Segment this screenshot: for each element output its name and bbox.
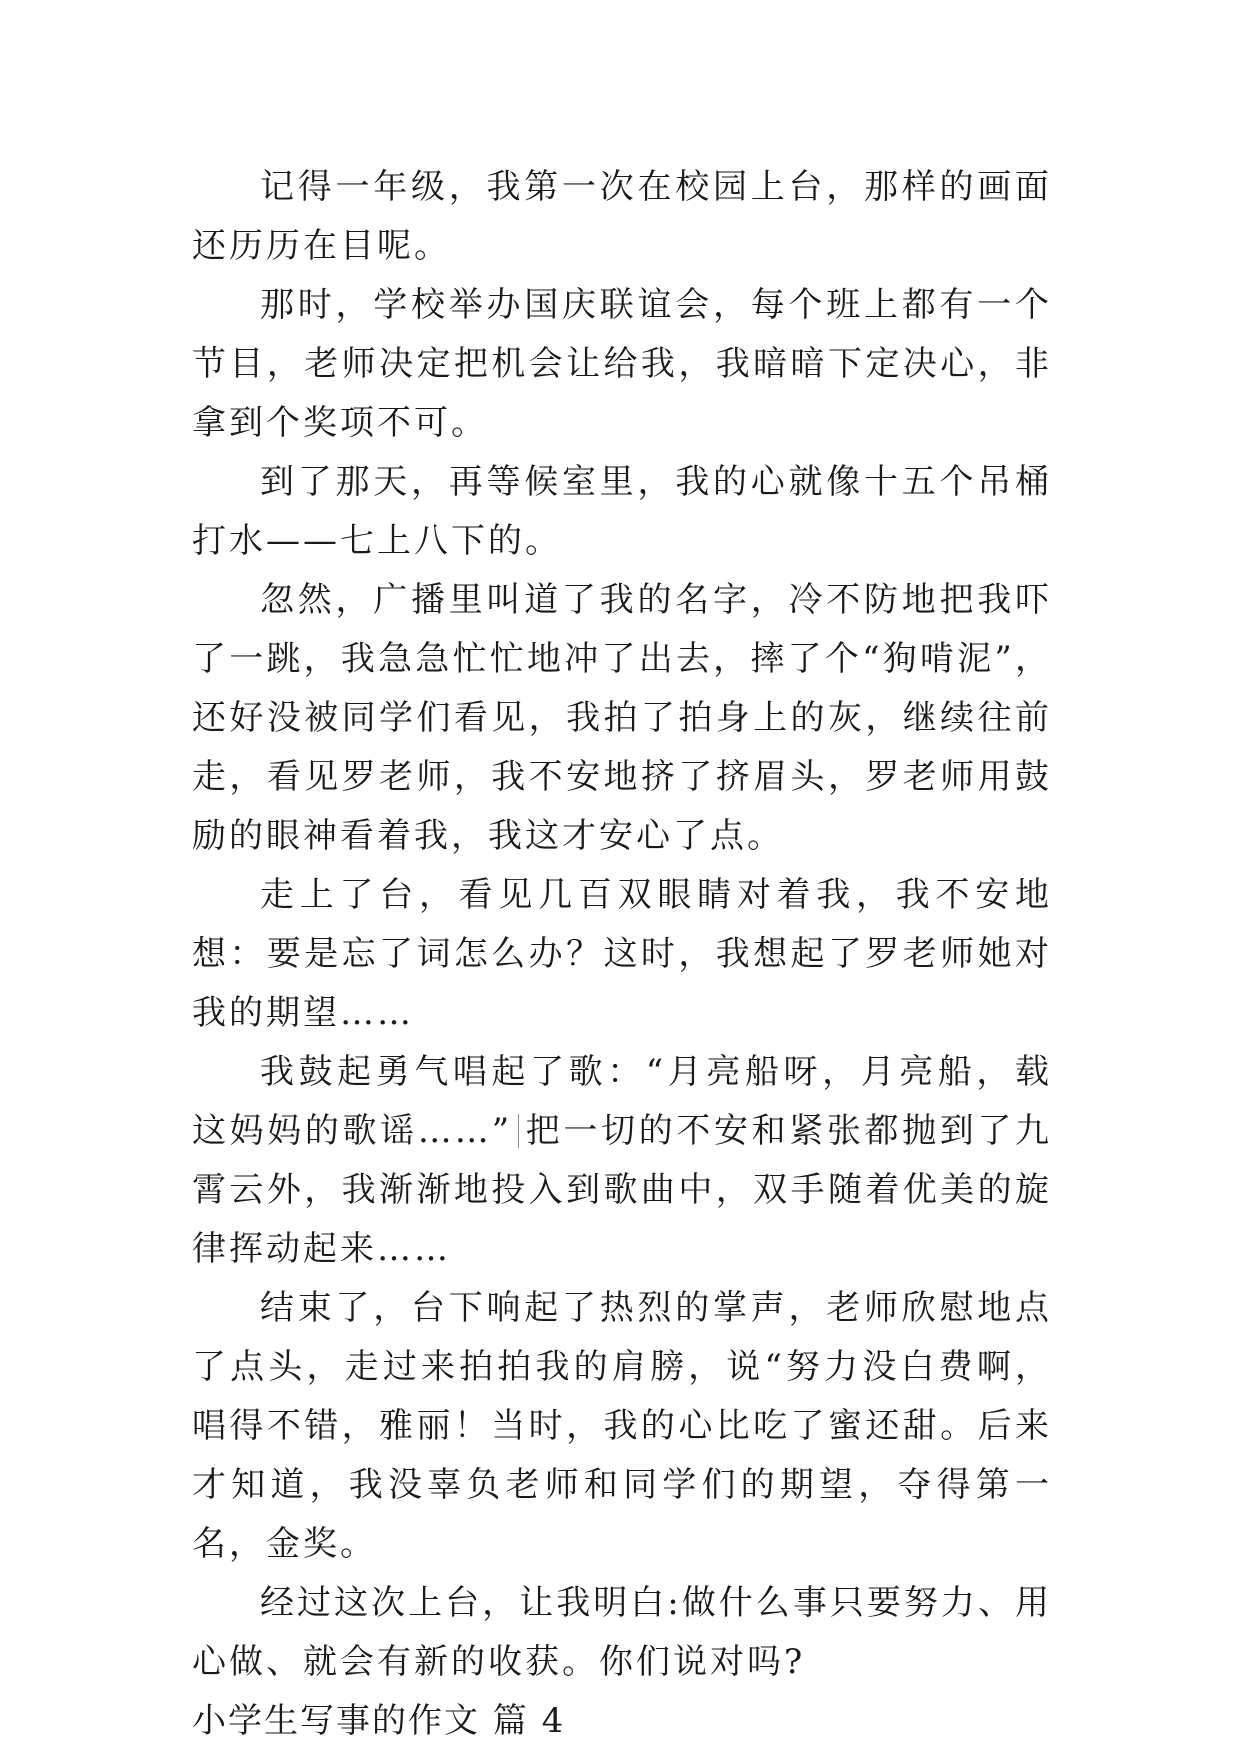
paragraph-6-song: [192, 1043, 1052, 1279]
paragraph-7: 结束了，台下响起了热烈的掌声，老师欣慰地点了点头，走过来拍拍我的肩膀，说“努力没白费啊，唱得不错，雅丽！当时，我的心比吃了蜜还甜。后来才知道，我没辜负老师和同学们的期望，夺得第一名，金奖。: [192, 1288, 1052, 1564]
song-text-after-cursor: 把一切的不安和紧张都抛到了九霄云外，我渐渐地投入到歌曲中，双手随着优美的旋律挥动起来……: [192, 1111, 1052, 1269]
paragraph-3: 到了那天，再等候室里，我的心就像十五个吊桶打水——七上八下的。: [192, 462, 1052, 561]
paragraph-4: 忽然，广播里叫道了我的名字，冷不防地把我吓了一跳，我急急忙忙地冲了出去，摔了个“狗啃泥”，还好没被同学们看见，我拍了拍身上的灰，继续往前走，看见罗老师，我不安地挤了挤眉头，罗老师用鼓励的眼神看着我，我这才安心了点。: [192, 580, 1052, 856]
song-text-before-cursor: 我鼓起勇气唱起了歌：“月亮船呀，月亮船，载这妈妈的歌谣……”: [192, 1052, 1052, 1151]
paragraph-8: 经过这次上台，让我明白:做什么事只要努力、用心做、就会有新的收获。你们说对吗?: [192, 1583, 1052, 1682]
paragraph-2: 那时，学校举办国庆联谊会，每个班上都有一个节目，老师决定把机会让给我，我暗暗下定决心，非拿到个奖项不可。: [192, 285, 1052, 443]
paragraph-5: 走上了台，看见几百双眼睛对着我，我不安地想：要是忘了词怎么办？这时，我想起了罗老师她对我的期望……: [192, 875, 1052, 1033]
section-heading: 小学生写事的作文 篇 4: [192, 1701, 566, 1741]
text-cursor: [518, 1114, 519, 1148]
document-body: [192, 158, 1052, 1751]
paragraph-1: 记得一年级，我第一次在校园上台，那样的画面还历历在目呢。: [192, 167, 1052, 266]
